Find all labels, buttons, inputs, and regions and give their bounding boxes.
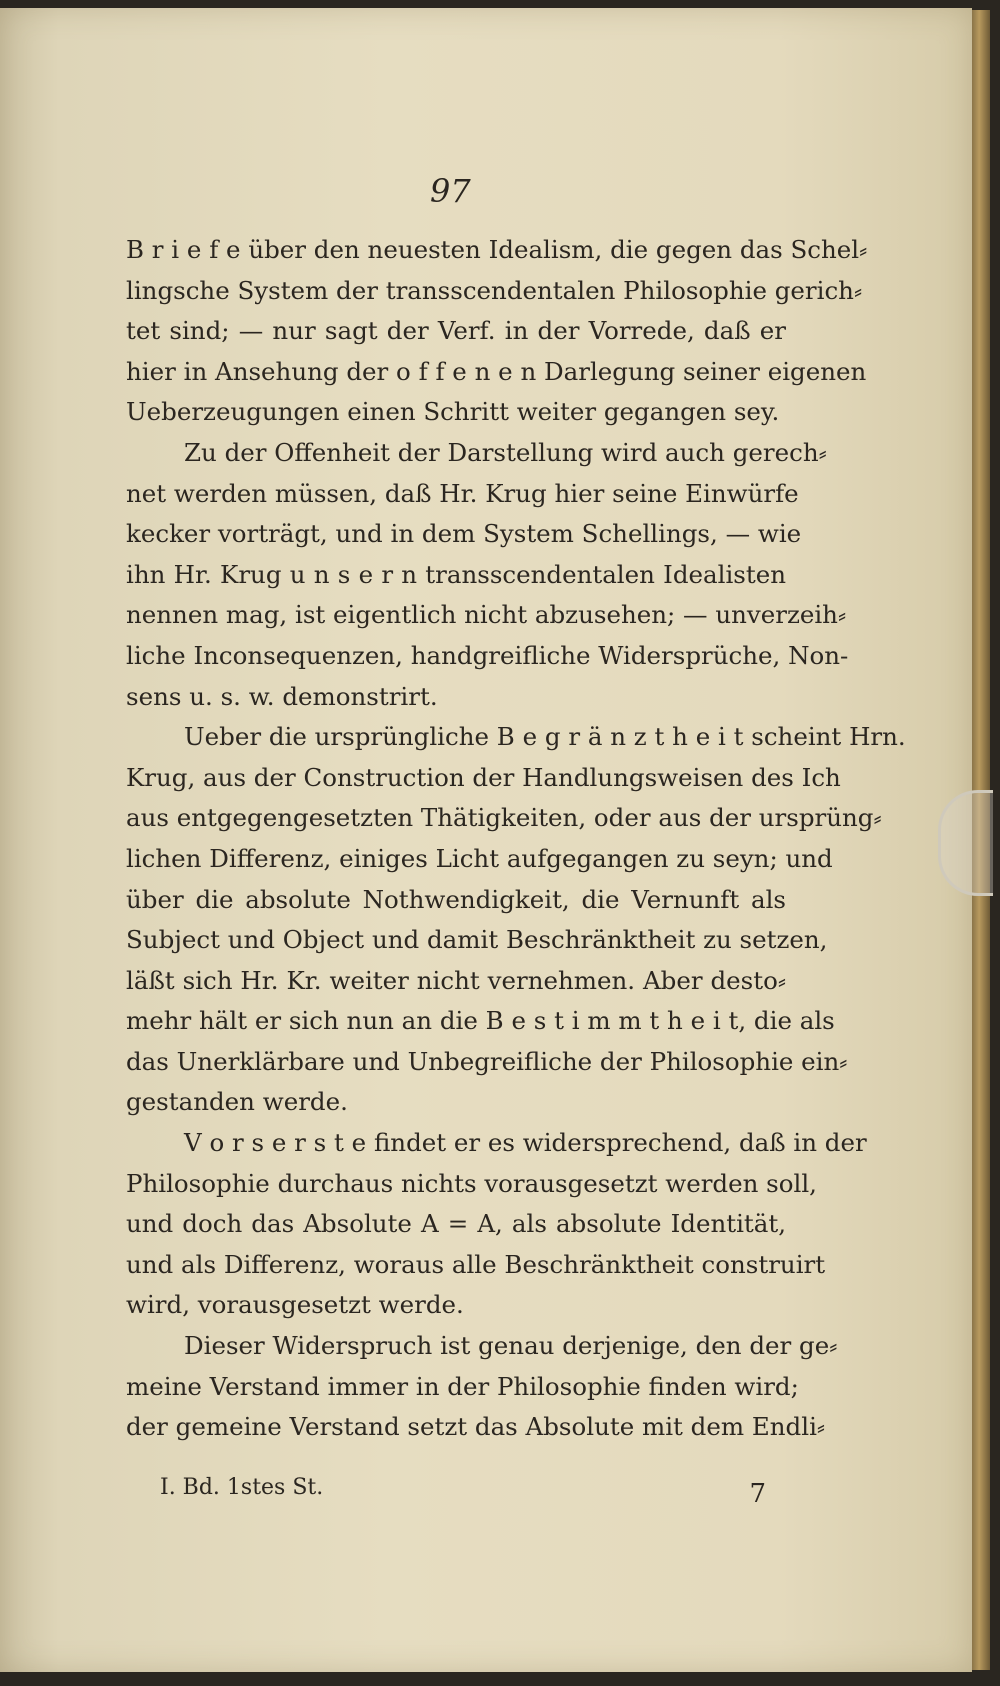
- text-line: Ueberzeugungen einen Schritt weiter gegangen sey.: [126, 397, 780, 427]
- text-line: sens u. s. w. demonstrirt.: [126, 681, 438, 711]
- text-line: gestanden werde.: [126, 1087, 348, 1117]
- text-line: Subject und Object und damit Beschränktheit zu setzen,: [126, 925, 828, 955]
- page-clip: [938, 790, 993, 896]
- page-number: 97: [430, 172, 471, 210]
- text-line: der gemeine Verstand setzt das Absolute mit dem Endli⸗: [126, 1412, 826, 1442]
- text-line: Krug, aus der Construction der Handlungsweisen des Ich: [126, 762, 841, 792]
- text-line: und als Differenz, woraus alle Beschränktheit construirt: [126, 1249, 826, 1279]
- signature-mark: I. Bd. 1stes St.: [160, 1475, 324, 1500]
- text-line: meine Verstand immer in der Philosophie finden wird;: [126, 1371, 799, 1401]
- text-line: net werden müssen, daß Hr. Krug hier seine Einwürfe: [126, 478, 799, 508]
- text-line: ihn Hr. Krug u n s e r n transscendentalen Idealisten: [126, 559, 786, 589]
- text-line: B r i e f e über den neuesten Idealism, die gegen das Schel⸗: [126, 235, 868, 264]
- paragraph: [126, 433, 849, 717]
- text-line: liche Inconsequenzen, handgreifliche Widersprüche, Non-: [126, 640, 849, 670]
- text-line: lichen Differenz, einiges Licht aufgegangen zu seyn; und: [126, 843, 833, 873]
- text-line: mehr hält er sich nun an die B e s t i m m t h e i t, die als: [126, 1006, 835, 1036]
- text-line: aus entgegengesetzten Thätigkeiten, oder aus der ursprüng⸗: [126, 803, 882, 833]
- text-line: nennen mag, ist eigentlich nicht abzusehen; — unverzeih⸗: [126, 600, 847, 630]
- text-line: lingsche System der transscendentalen Philosophie gerich⸗: [126, 275, 863, 305]
- text-line: V o r s e r s t e findet er es widersprechend, daß in der: [184, 1128, 867, 1158]
- text-line: hier in Ansehung der o f f e n e n Darlegung seiner eigenen: [126, 356, 867, 386]
- text-line: tet sind; — nur sagt der Verf. in der Vorrede, daß er: [126, 316, 786, 346]
- text-line: Ueber die ursprüngliche B e g r ä n z t h e i t scheint Hrn.: [184, 722, 906, 752]
- paragraph: [126, 1326, 838, 1448]
- text-line: Dieser Widerspruch ist genau derjenige, den der ge⸗: [184, 1331, 838, 1361]
- paragraph: [126, 717, 906, 1123]
- sheet-number: 7: [749, 1479, 766, 1509]
- text-line: läßt sich Hr. Kr. weiter nicht vernehmen. Aber desto⸗: [126, 965, 786, 995]
- text-line: und doch das Absolute A = A, als absolute Identität,: [126, 1209, 786, 1239]
- body-text: [126, 230, 906, 1448]
- paragraph: [126, 1123, 867, 1326]
- text-line: wird, vorausgesetzt werde.: [126, 1290, 464, 1320]
- text-line: über die absolute Nothwendigkeit, die Vernunft als: [126, 884, 786, 914]
- text-line: Zu der Offenheit der Darstellung wird auch gerech⸗: [184, 437, 827, 467]
- text-line: kecker vorträgt, und in dem System Schellings, — wie: [126, 519, 802, 549]
- paragraph: [126, 230, 868, 433]
- text-line: Philosophie durchaus nichts vorausgesetzt werden soll,: [126, 1168, 817, 1198]
- text-line: das Unerklärbare und Unbegreifliche der Philosophie ein⸗: [126, 1046, 848, 1076]
